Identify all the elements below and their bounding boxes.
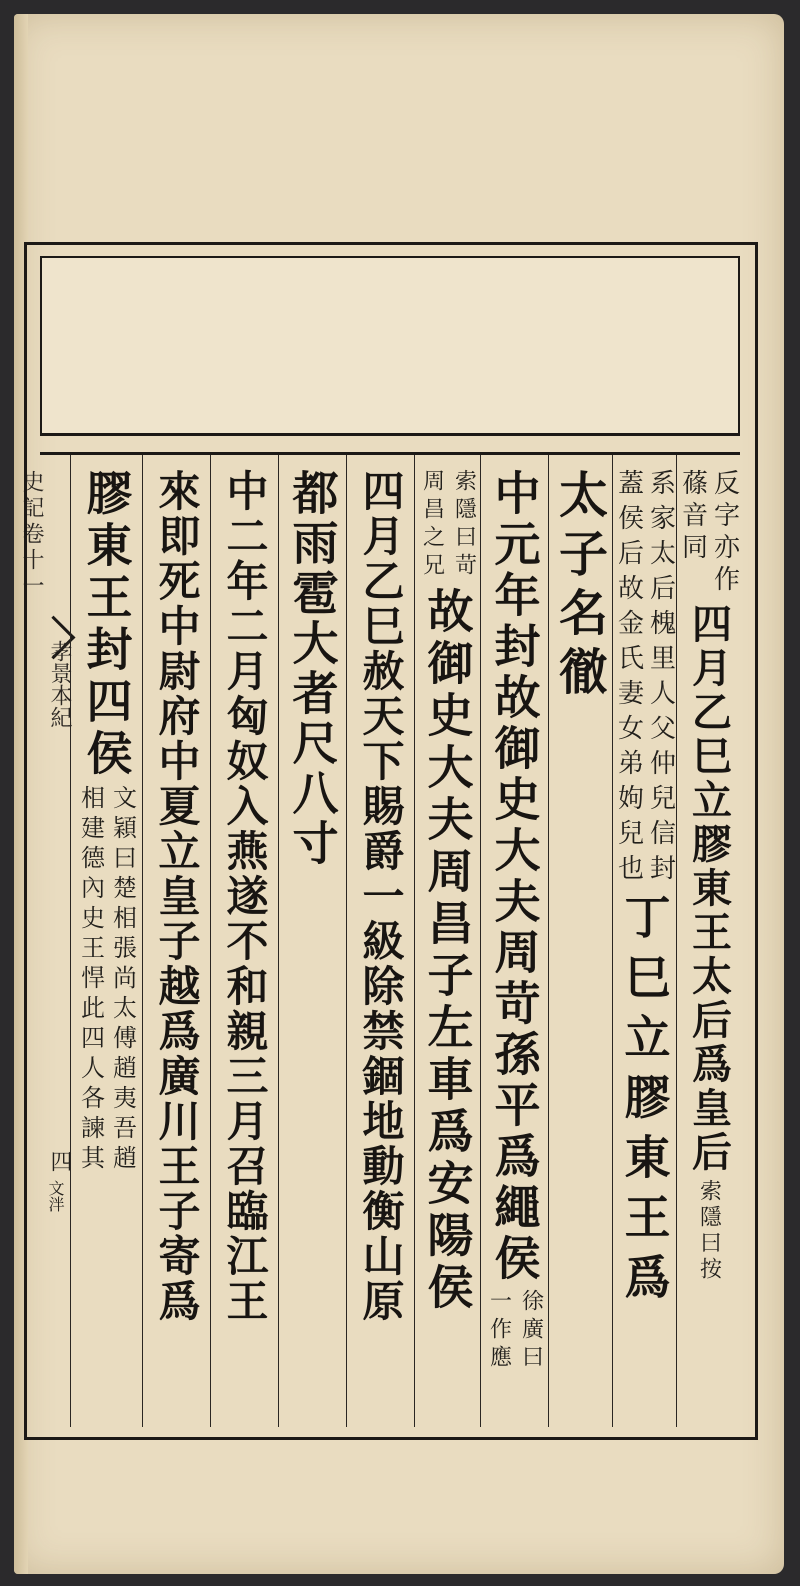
text-column (612, 455, 676, 1427)
annotation-line: 相建德內史王悍此四人各諫其 (76, 785, 105, 1175)
page-number: 四 (47, 1150, 72, 1172)
main-text: 太子名徹 (551, 469, 610, 705)
annotation-line: 蓋侯后故金氏妻女弟姁兒也 (613, 469, 644, 889)
annotation-line: 索隱曰苛 (451, 469, 477, 581)
main-text: 四月乙巳赦天下賜爵一級除禁錮地動衡山原 (356, 469, 406, 1324)
main-text: 四月乙巳立膠東王太后爲皇后 (685, 603, 733, 1175)
publisher-mark: 文泮 (46, 1180, 65, 1212)
annotation-line: 反字亦作 (709, 469, 740, 597)
main-text: 都雨雹大者尺八寸 (285, 469, 340, 869)
annotation-line: 徐廣曰 (518, 1289, 544, 1373)
main-text: 來即死中尉府中夏立皇子越爲廣川王子寄爲 (152, 469, 202, 1324)
text-column (414, 455, 480, 1427)
blank-header-box (40, 256, 740, 436)
book-title: 史記卷十一 (19, 470, 44, 600)
text-column (676, 455, 740, 1427)
main-text: 中元年封故御史大夫周苛孫平爲繩侯 (487, 469, 542, 1285)
text-column (480, 455, 548, 1427)
annotation-line: 索隱曰按 (696, 1179, 722, 1283)
text-column (346, 455, 414, 1427)
annotation-line: 系家太后槐里人父仲兒信封 (645, 469, 676, 889)
main-text: 丁巳立膠東王爲 (617, 893, 672, 1313)
annotation-line: 蓧音同 (677, 469, 708, 565)
main-text: 膠東王封四侯 (79, 469, 134, 781)
text-area (40, 452, 740, 1424)
annotation-line: 一作應 (486, 1289, 512, 1373)
text-column (70, 455, 142, 1427)
text-column (548, 455, 612, 1427)
text-column (278, 455, 346, 1427)
main-text: 中二年二月匈奴入燕遂不和親三月召臨江王 (220, 469, 270, 1324)
annotation-line: 文穎曰楚相張尚太傅趙夷吾趙 (108, 785, 137, 1175)
text-column (210, 455, 278, 1427)
chapter-title: 孝景本紀 (47, 640, 72, 728)
main-text: 故御史大夫周昌子左車爲安陽侯 (420, 587, 475, 1315)
text-column (142, 455, 210, 1427)
annotation-line: 周昌之兄 (419, 469, 445, 581)
